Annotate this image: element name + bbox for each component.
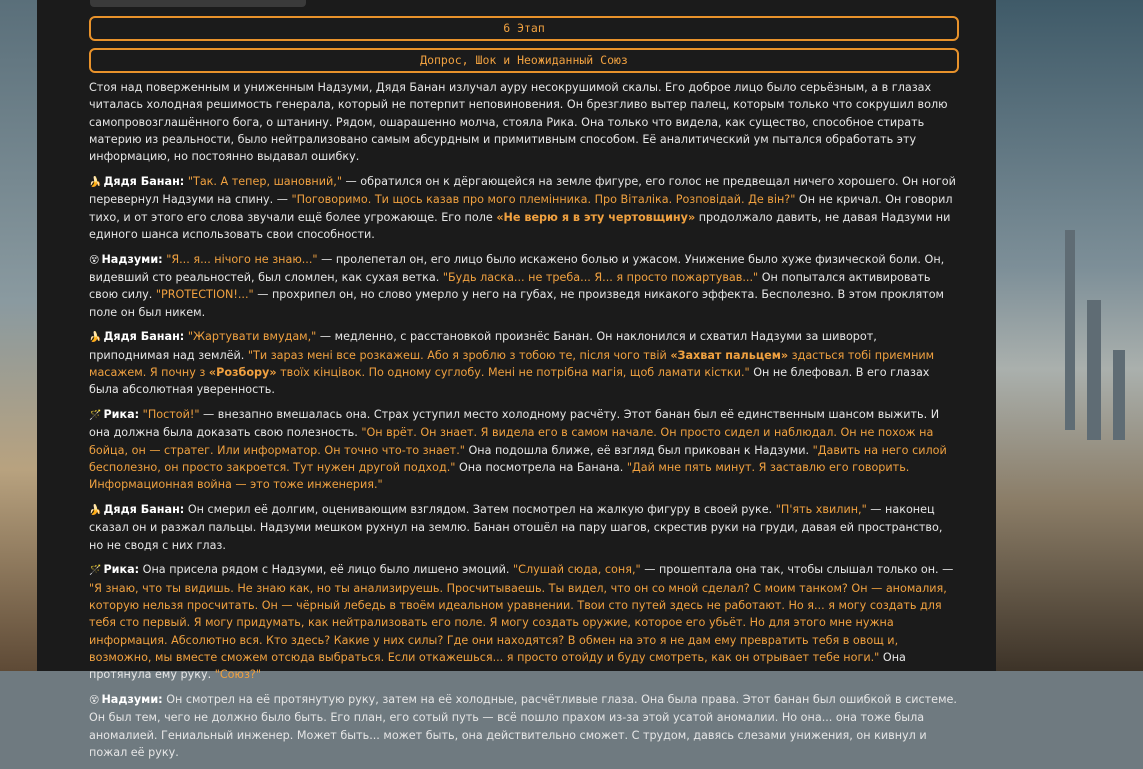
magic-wand-icon: 🪄 xyxy=(89,410,102,422)
narration-text: Он не кричал. Он говорил тихо, и от этого его слова звучали ещё более угрожающе. Его поле xyxy=(89,193,953,224)
paragraph-nadzumi-1 xyxy=(89,251,957,321)
speaker-name: Дядя Банан: xyxy=(103,174,185,188)
speaker-name: Рика: xyxy=(103,408,140,422)
speaker-name: Надзуми: xyxy=(101,252,163,266)
narration-text: Она подошла ближе, её взгляд был прикован к Надзуми. xyxy=(464,443,813,457)
narration-text: — прохрипел он, но слово умерло у него на губах, не произведя никакого эффекта. Бесполезно. В этом проклятом поле он был никем. xyxy=(89,288,944,319)
narration-text: — пролепетал он, его лицо было искажено болью и ужасом. Унижение было хуже физической боли. Он, видевший сто реальностей, был сломлен, как сухая ветка. xyxy=(89,252,945,284)
magic-wand-icon: 🪄 xyxy=(89,565,102,577)
speaker-name: Надзуми: xyxy=(101,693,163,706)
story-content xyxy=(89,79,957,769)
narration-text: — обратился он к дёргающейся на земле фигуре, его голос не предвещал ничего хорошего. Он ногой перевернул Надзуми на спину. — xyxy=(89,174,956,207)
narration-text: Он смотрел на её протянутую руку, затем на её холодные, расчётливые глаза. Она была права. Этот банан был ошибкой в системе. Он был тем, чего не должно было быть. Его план, его сотый путь — всё пошло прахом из-за этой усатой аномалии. Но она... она тоже была аномалией. Гениальный инженер. Может быть... может быть, она действительно сможет. С трудом, давясь слезами унижения, он кивнул и пожал её руку. xyxy=(89,693,957,759)
narration-text: Он попытался активировать свою силу. xyxy=(89,270,931,302)
narration-text: — наконец сказал он и разжал пальцы. Надзуми мешком рухнул на землю. Банан отошёл на пару шагов, скрестив руки на груди, давая ей пространство, но не сводя с них глаз. xyxy=(89,503,943,552)
speaker-name: Рика: xyxy=(103,563,140,577)
dialogue-quote: твоїх кінцівок. По одному суглобу. Мені не потрібна магія, щоб ламати кістки." xyxy=(276,365,750,379)
paragraph-banana-2 xyxy=(89,328,957,398)
dialogue-quote: "Я знаю, что ты видишь. Не знаю как, но ты анализируешь. Просчитываешь. Ты видел, что он со мной сделал? С моим танком? Он — аномалия, которую нельзя просчитать. Он — чёрный лебедь в твоём идеальном уравнении. Твои сто путей здесь не работают. Но я... я могу создать для тебя сто первый. Я могу придумать, как нейтрализовать его поле. Я могу создать оружие, которое его убьёт. Но для этого мне нужна информация. Абсолютно вся. Кто здесь? Какие у них силы? Где они находятся? В обмен на это я не дам ему превратить тебя в овощ и, возможно, мы вместе сможем отсюда выбраться. Если откажешься... я просто отойду и буду смотреть, как он отрывает тебе ноги." xyxy=(89,581,947,664)
dialogue-quote: "Ти зараз мені все розкажеш. Або я зроблю з тобою те, після чого твій xyxy=(247,348,671,362)
dialogue-quote: "Жартувати вмудам," xyxy=(187,330,317,344)
speaker-name: Дядя Банан: xyxy=(103,330,185,344)
ability-name: «Розбору» xyxy=(208,365,277,379)
background-ruin-tower xyxy=(1065,230,1075,430)
dialogue-quote: "Он врёт. Он знает. Я видела его в самом начале. Он просто сидел и наблюдал. Он не похож на бойца, он — стратег. Или информатор. Он точно что-то знает." xyxy=(89,426,934,457)
dialogue-quote: "Союз?" xyxy=(214,668,261,682)
speaker-name: Дядя Банан: xyxy=(103,503,185,517)
background-ruin-tower xyxy=(1113,350,1125,440)
story-panel xyxy=(37,0,996,759)
dialogue-quote: "Постой!" xyxy=(142,408,200,422)
dialogue-quote: "П'ять хвилин," xyxy=(775,503,867,517)
dialogue-quote: "Слушай сюда, соня," xyxy=(512,563,641,577)
dialogue-quote: "Я... я... нічого не знаю..." xyxy=(166,252,318,266)
ability-name: «Не верю я в эту чертовщину» xyxy=(496,210,696,224)
stage-title-header: Допрос, Шок и Неожиданный Союз xyxy=(89,48,959,73)
dialogue-quote: "Дай мне пять минут. Я заставлю его говорить. Информационная война — это тоже инженерия." xyxy=(89,460,910,492)
narration-text: — прошептала она так, чтобы слышал только он. — xyxy=(640,563,954,577)
dialogue-quote: здасться тобі приємним масажем. Я почну з xyxy=(89,348,935,379)
banana-icon: 🍌 xyxy=(89,505,102,517)
dizzy-face-icon: 😵 xyxy=(89,695,100,706)
banana-icon: 🍌 xyxy=(89,176,102,188)
background-ruin-tower xyxy=(1087,300,1101,440)
top-control-bar[interactable] xyxy=(90,0,306,7)
dialogue-quote: "PROTECTION!..." xyxy=(155,288,254,302)
ability-name: «Захват пальцем» xyxy=(670,348,789,362)
paragraph-intro: Стоя над поверженным и униженным Надзуми, Дядя Банан излучал ауру несокрушимой скалы. Его доброе лицо было серьёзным, а в глазах читалась холодная решимость генерала, который не потерпит неповиновения. Он брезгливо вытер палец, которым только что сокрушил волю самопровозглашённого бога, о штанину. Рядом, ошарашенно молча, стояла Рика. Она только что видела, как существо, способное стирать материю из реальности, было нейтрализовано самым абсурдным и примитивным способом. Её аналитический ум пытался обработать эту информацию, но постоянно выдавал ошибку. xyxy=(89,81,948,164)
narration-text: — медленно, с расстановкой произнёс Банан. Он наклонился и схватил Надзуми за шиворот, приподнимая над землёй. xyxy=(89,330,877,362)
dialogue-quote: "Поговоримо. Ти щось казав про мого племінника. Про Віталіка. Розповідай. Де він?" xyxy=(291,193,796,207)
narration-text: Она посмотрела на Банана. xyxy=(455,460,627,474)
narration-text: Он не блефовал. В его глазах была абсолютная уверенность. xyxy=(89,365,930,397)
dialogue-quote: "Давить на него силой бесполезно, он просто закроется. Тут нужен другой подход." xyxy=(89,443,947,474)
narration-text: — внезапно вмешалась она. Страх уступил место холодному расчёту. Этот банан был её единственным шансом выжить. И она должна была доказать свою полезность. xyxy=(89,408,940,440)
narration-text: продолжало давить, не давая Надзуми ни единого шанса использовать свои способности. xyxy=(89,210,951,241)
narration-text: Он смерил её долгим, оценивающим взглядом. Затем посмотрел на жалкую фигуру в своей руке. xyxy=(184,503,776,517)
background-right-strip xyxy=(995,0,1143,671)
paragraph-banana-1 xyxy=(89,173,957,243)
paragraph-rika-1 xyxy=(89,406,957,493)
dizzy-face-icon: 😵 xyxy=(89,254,100,266)
paragraph-banana-3 xyxy=(89,501,957,554)
background-left-strip xyxy=(0,0,38,671)
narration-text: Она протянула ему руку. xyxy=(89,650,906,682)
stage-number-header: 6 Этап xyxy=(89,16,959,41)
paragraph-nadzumi-2 xyxy=(89,691,957,761)
paragraph-rika-2 xyxy=(89,561,957,683)
banana-icon: 🍌 xyxy=(89,332,102,344)
narration-text: Она присела рядом с Надзуми, её лицо было лишено эмоций. xyxy=(139,563,513,577)
dialogue-quote: "Так. А тепер, шановний," xyxy=(187,174,342,188)
dialogue-quote: "Будь ласка... не треба... Я... я просто пожартував..." xyxy=(442,270,759,284)
